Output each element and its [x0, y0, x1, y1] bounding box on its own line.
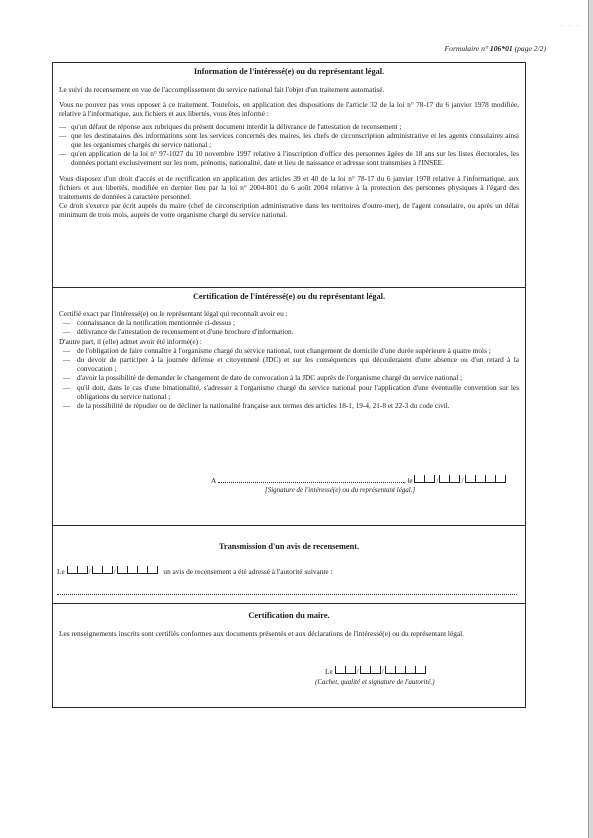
- cert-list-item: — connaissance de la notification mentionnée ci-dessus ;: [59, 318, 519, 327]
- cert-list-item: — délivrance de l'attestation de recensement et d'une brochure d'information.: [59, 327, 519, 336]
- section-transmission-title: Transmission d'un avis de recensement.: [218, 542, 360, 551]
- section-information: [53, 63, 525, 287]
- date-month-boxes[interactable]: [439, 475, 460, 485]
- maire-month-boxes[interactable]: [360, 666, 381, 676]
- place-date-line: A , le / /: [211, 475, 506, 485]
- info-list-item: — qu'en application de la loi n° 97-1027 du 10 novembre 1997 relative à l'inscription d'office des personnes âgées de 18 ans sur les listes électorales, les données portant exclusivement sur les nom, prénoms, nationalité, date et lieu de naissance et adresse sont transmises à l'INSEE.: [59, 149, 519, 167]
- maire-le-label: Le: [325, 667, 333, 676]
- section-transmission: [53, 525, 525, 603]
- form-ref-number: 106*01: [489, 44, 513, 53]
- form-ref-prefix: Formulaire n°: [444, 44, 488, 53]
- place-label: A: [211, 476, 216, 485]
- cert-list-item: — du devoir de participer à la journée défense et citoyenneté (JDC) et sur les conséquences qui découleraient d'une absence ou d'un retard à la convocation ;: [59, 355, 519, 373]
- cert-list-item: — qu'il doit, dans le cas d'une binationalité, s'adresser à l'organisme chargé du service national pour l'application d'une éventuelle convention sur les obligations du service national ;: [59, 383, 519, 401]
- authority-field[interactable]: [57, 588, 517, 595]
- cert-list-item: — de la possibilité de répudier ou de décliner la nationalité française aux termes des articles 18-1, 19-4, 21-8 et 22-3 du code civil.: [59, 401, 519, 410]
- maire-date-line: Le / /: [325, 666, 426, 676]
- signature-caption: [Signature de l'intéressé(e) ou du représentant légal.]: [265, 486, 416, 494]
- cert-intro: Certifié exact par l'intéressé(e) ou le représentant légal qui reconnaît avoir eu :: [59, 309, 288, 318]
- date-day-boxes[interactable]: [414, 475, 435, 485]
- transmission-text: un avis de recensement a été adressé à l'autorité suivante :: [163, 567, 333, 576]
- form-ref-page: (page 2/2): [514, 44, 546, 53]
- transmission-line: Le / / un avis de recensement a été adressé à l'autorité suivante :: [57, 567, 333, 576]
- info-paragraph-3: Vous disposez d'un droit d'accès et de rectification en application des articles 39 et 40 de la loi n° 78-17 du 6 janvier 1978 relative à l'informatique, aux fichiers et aux libertés, modifiée en dernier lieu par la loi n° 2004-801 du 6 août 2004 relative à la protection des personnes physiques à l'égard des traitements de données à caractère personnel.: [59, 173, 519, 202]
- scan-mark: · · ·: [560, 22, 581, 30]
- section-information-title: Information de l'intéressé(e) ou du représentant légal.: [193, 67, 385, 76]
- page-shadow: [589, 0, 593, 838]
- section-maire: [53, 603, 525, 709]
- trans-day-boxes[interactable]: [67, 566, 88, 576]
- info-paragraph-1: Le suivi du recensement en vue de l'accomplissement du service national fait l'objet d'un traitement automatisé.: [59, 85, 385, 94]
- info-paragraph-4: Ce droit s'exerce par écrit auprès du maire (chef de circonscription administrative dans les territoires d'outre-mer), de l'agent consulaire, ou après un délai minimum de trois mois, auprès de votre organisme chargé du service national.: [59, 201, 519, 220]
- section-certification-title: Certification de l'intéressé(e) ou du représentant légal.: [192, 292, 386, 301]
- page-edge: [588, 0, 589, 838]
- maire-caption: (Cachet, qualité et signature de l'autorité.): [315, 678, 435, 686]
- info-list-item: — qu'un défaut de réponse aux rubriques du présent document interdit la délivrance de l'attestation de recensement ;: [59, 122, 519, 131]
- cert-intro-2: D'autre part, il (elle) admet avoir été informé(e) :: [59, 336, 202, 346]
- info-list: [59, 122, 519, 168]
- cert-list-b: [59, 346, 519, 410]
- date-label: , le: [403, 476, 413, 485]
- maire-year-boxes[interactable]: [385, 666, 426, 676]
- cert-list-item: — de l'obligation de faire connaître à l'organisme chargé du service national, tout changement de domicile d'une durée supérieure à quatre mois ;: [59, 346, 519, 355]
- cert-list-item: — d'avoir la possibilité de demander le changement de date de convocation à la JDC auprès de l'organisme chargé du service national ;: [59, 373, 519, 382]
- date-year-boxes[interactable]: [465, 475, 506, 485]
- trans-year-boxes[interactable]: [117, 566, 158, 576]
- trans-month-boxes[interactable]: [92, 566, 113, 576]
- transmission-le-label: Le: [57, 567, 65, 576]
- info-list-item: — que les destinataires des informations sont les services concernés des maires, les chefs de circonscription administrative et les agents consulaires ainsi que les organismes chargés du service national ;: [59, 131, 519, 149]
- maire-text: Les renseignements inscrits sont certifiés conformes aux documents présentés et aux déclarations de l'intéressé(e) ou du représentant légal.: [59, 629, 464, 638]
- form-frame: [52, 62, 526, 708]
- info-paragraph-2: Vous ne pouvez pas vous opposer à ce traitement. Toutefois, en application des dispositions de l'article 32 de la loi n° 78-17 du 6 janvier 1978 modifiée, relative à l'informatique, aux fichiers et aux libertés, vous êtes informé :: [59, 100, 519, 119]
- section-maire-title: Certification du maire.: [248, 611, 330, 620]
- cert-list-a: [59, 318, 519, 336]
- form-reference: [445, 44, 546, 53]
- place-field[interactable]: [218, 476, 404, 483]
- maire-day-boxes[interactable]: [335, 666, 356, 676]
